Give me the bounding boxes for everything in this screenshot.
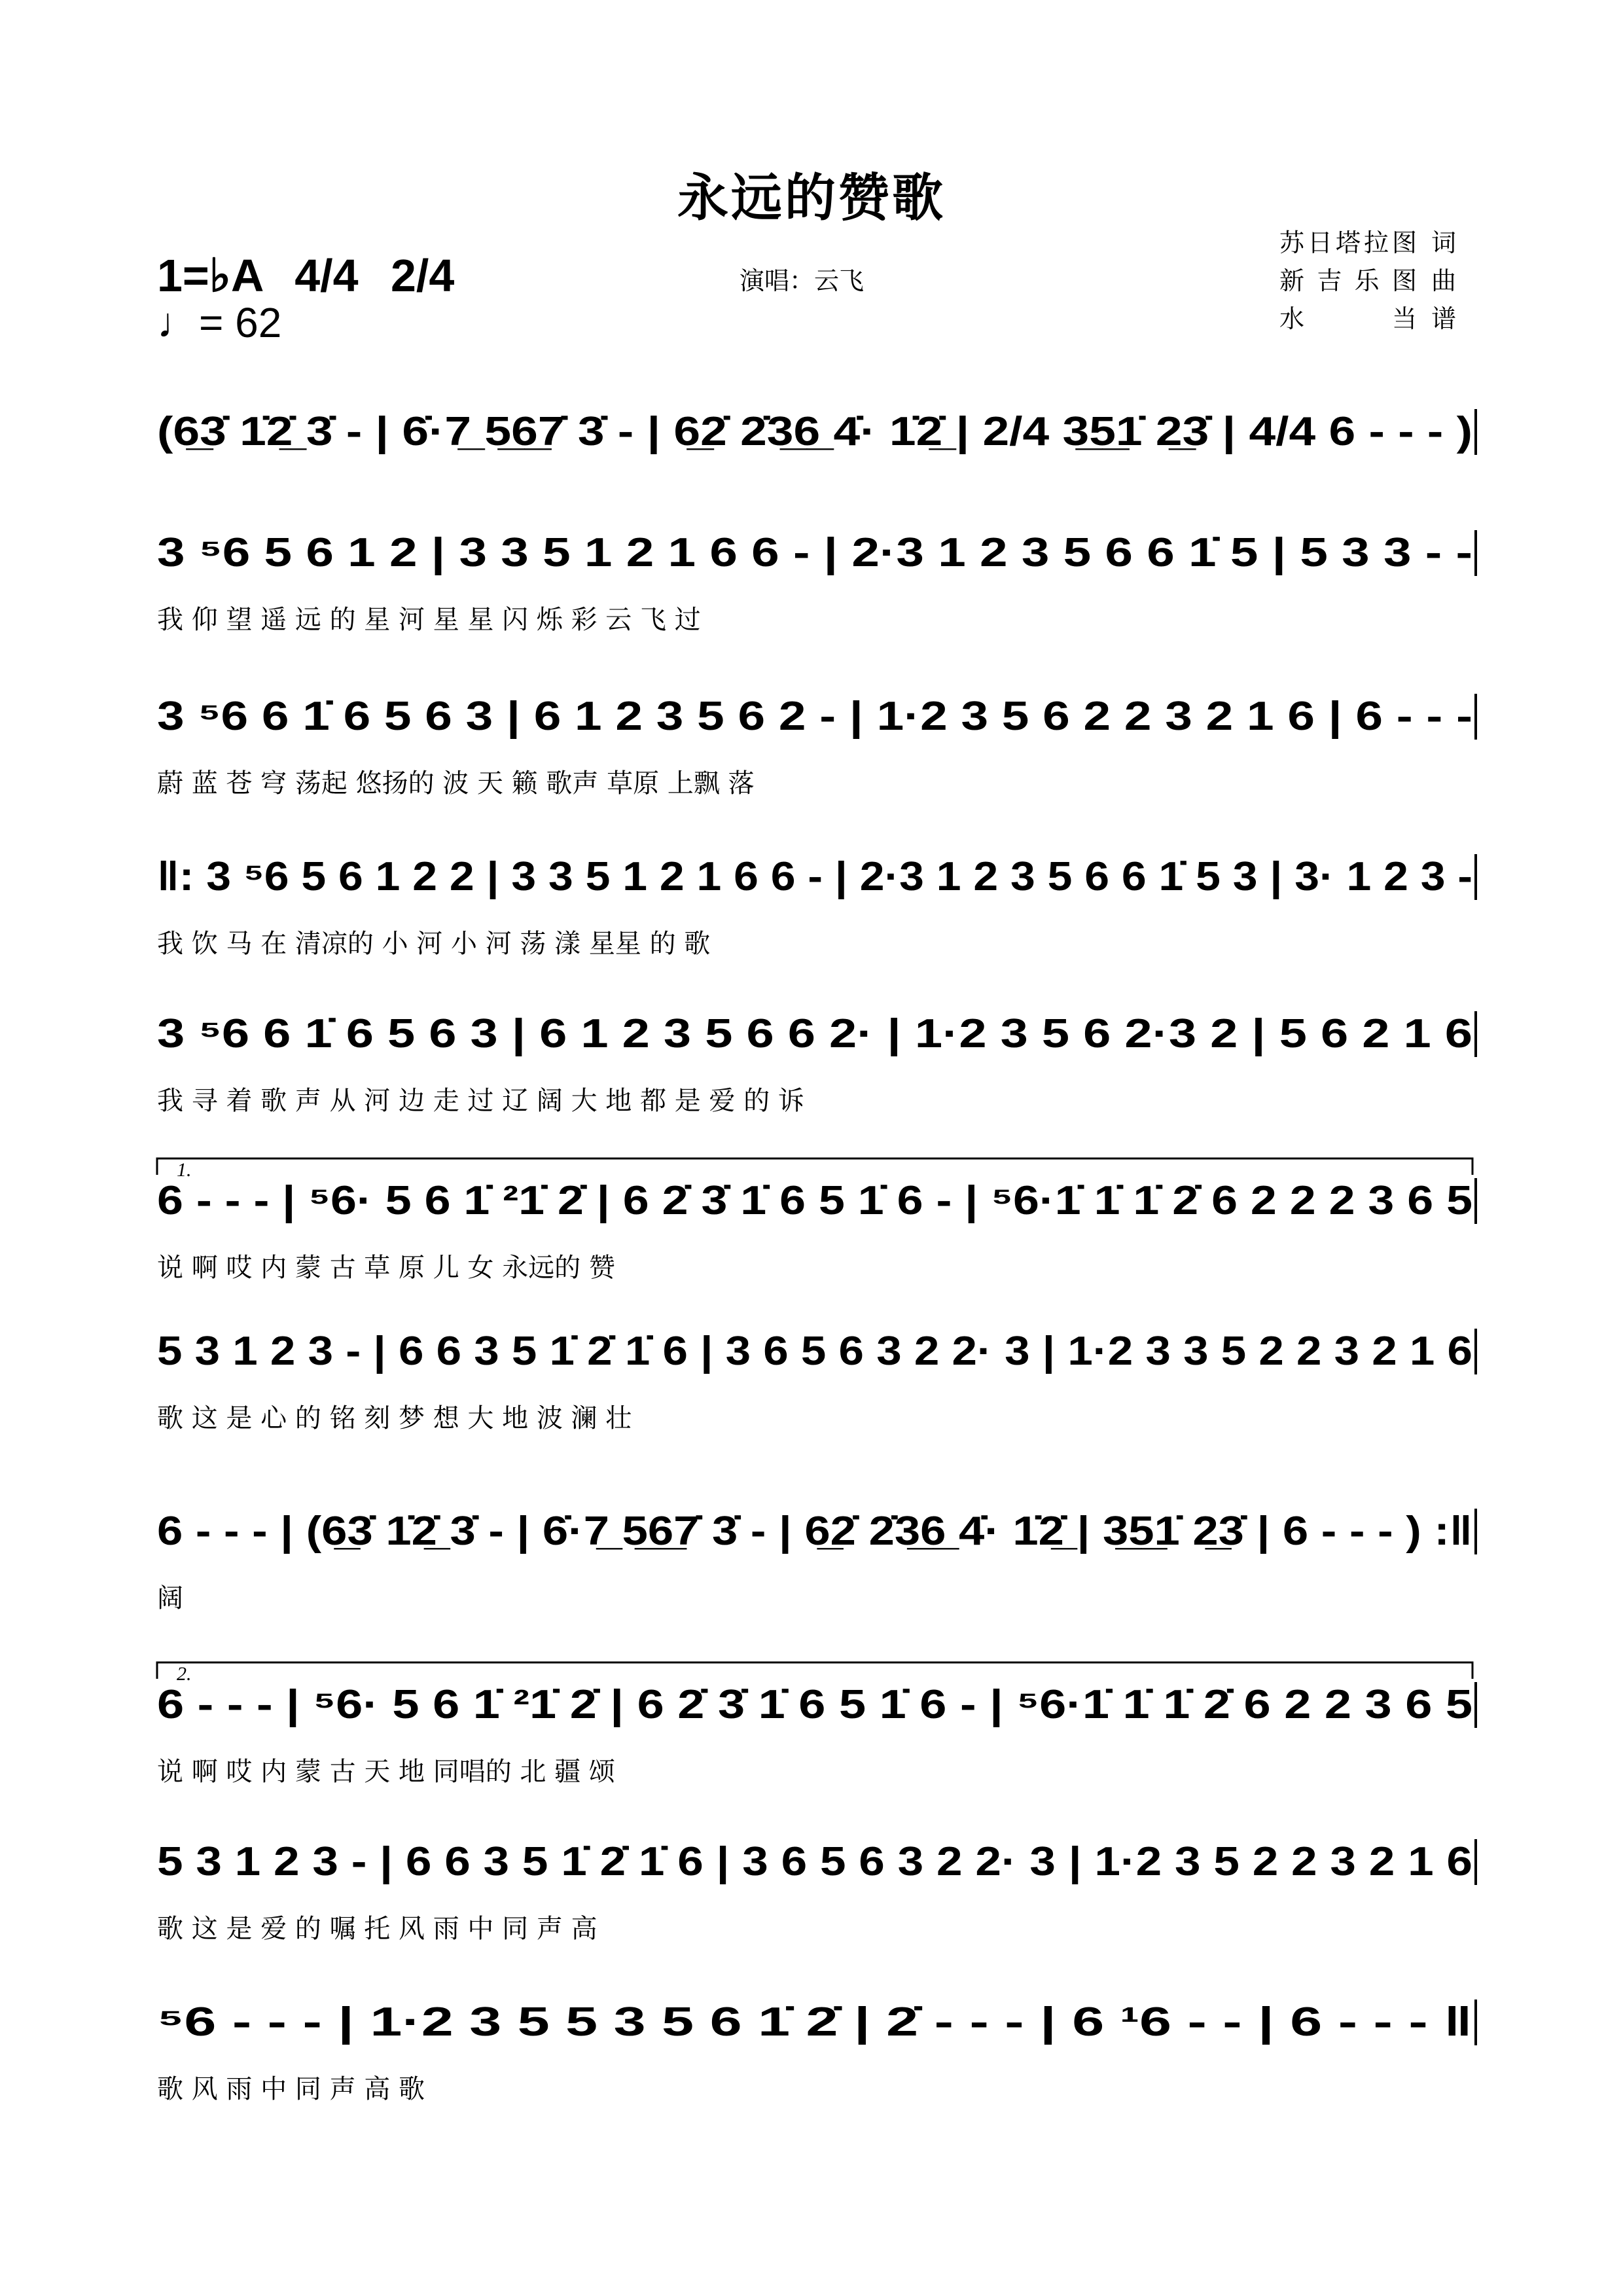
notation-line: 5 3 1 2 3 - | 6 6 3 5 1̇ 2̇ 1̇ 6 | 3 6 5 6 3 2 2· 3 | 1·2 3 3 5 2 2 3 2 1 6 bbox=[157, 1329, 1338, 1374]
notation-line: 5 3 1 2 3 - | 6 6 3 5 1̇ 2̇ 1̇ 6 | 3 6 5 6 3 2 2· 3 | 1·2 3 5 2 2 3 2 1 6 bbox=[157, 1839, 1304, 1884]
lyric-line: 说 啊 哎 内 蒙 古 草 原 儿 女 永远的 赞 bbox=[157, 1253, 615, 1283]
score-system bbox=[157, 694, 1476, 798]
credit-transcriber: 水当 谱 bbox=[1279, 304, 1457, 333]
score-system bbox=[157, 530, 1476, 635]
score-system bbox=[157, 854, 1476, 959]
singer-credit: 演唱：云飞 bbox=[740, 266, 865, 295]
lyric-line: 说 啊 哎 内 蒙 古 天 地 同唱的 北 疆 颂 bbox=[157, 1757, 615, 1787]
lyric-line: 我 饮 马 在 清凉的 小 河 小 河 荡 漾 星星 的 歌 bbox=[157, 929, 711, 959]
notation-line: (6̲3̇ 1̇2̲̇ 3̇ - | 6̇·7̲ 5̲6̲7̇ 3̇ - | 6̲2̇ 2̇3̲6̲ 4̇· 1̇2̲̇ | 2/4 3̲5̲1̇ 2̲3̇ | 4/4 6 - - - ) bbox=[157, 409, 1272, 454]
lyric-line: 歌 这 是 心 的 铭 刻 梦 想 大 地 波 澜 壮 bbox=[157, 1403, 632, 1433]
lyric-line: 我 仰 望 遥 远 的 星 河 星 星 闪 烁 彩 云 飞 过 bbox=[157, 605, 701, 635]
notation-line: ‖: 3 ⁵6 5 6 1 2 2 | 3 3 5 1 2 1 6 6 - | 2·3 1 2 3 5 6 6 1̇ 5 3 | 3· 1 2 3 - bbox=[157, 854, 1359, 899]
volta-bracket bbox=[157, 1662, 1472, 1679]
score-system bbox=[157, 1662, 1476, 1787]
credit-composer: 新吉乐图 曲 bbox=[1279, 266, 1457, 295]
lyric-line: 阔 bbox=[157, 1583, 183, 1613]
notation-line: ⁵6 - - - | 1·2 3 5 5 3 5 6 1̇ 2̇ | 2̇ - - - | 6 ¹6 - - | 6 - - - ‖ bbox=[157, 2000, 1083, 2045]
lyric-line: 蔚 蓝 苍 穹 荡起 悠扬的 波 天 籁 歌声 草原 上飘 落 bbox=[157, 768, 755, 798]
time-signature-44: 4/4 bbox=[294, 250, 359, 301]
volta-bracket bbox=[157, 1158, 1472, 1175]
lyric-line: 歌 风 雨 中 同 声 高 歌 bbox=[157, 2074, 425, 2104]
notation-line: 3 ⁵6 6 1̇ 6 5 6 3 | 6 1 2 3 5 6 6 2· | 1·2 3 5 6 2·3 2 | 5 6 2 1 6 bbox=[157, 1011, 1232, 1056]
notation-line: 6 - - - | ⁵6· 5 6 1̇ ²1̇ 2̇ | 6 2̇ 3̇ 1̇ 6 5 1̇ 6 - | ⁵6·1̇ 1̇ 1̇ 2̇ 6 2 2 3 6 5 bbox=[157, 1682, 1260, 1727]
score-system bbox=[157, 1011, 1476, 1116]
notation-line: 6 - - - | (6̲3̇ 1̇2̲̇ 3̇ - | 6̇·7̲ 5̲6̲7̇ 3̇ - | 6̲2̇ 2̇3̲6̲ 4̇· 1̇2̲̇ | 3̲5̲1̇ 2̲3̇ | 6 - - - ) :‖ bbox=[157, 1509, 1312, 1554]
notation-line: 3 ⁵6 5 6 1 2 | 3 3 5 1 2 1 6 6 - | 2·3 1 2 3 5 6 6 1̇ 5 | 5 3 3 - - bbox=[157, 530, 1223, 575]
score-system bbox=[157, 409, 1476, 455]
score-system bbox=[157, 1509, 1476, 1613]
score-system bbox=[157, 1158, 1476, 1283]
volta-number: 2. bbox=[177, 1663, 192, 1685]
notation-line: 3 ⁵6 6 1̇ 6 5 6 3 | 6 1 2 3 5 6 2 - | 1·2 3 5 6 2 2 3 2 1 6 | 6 - - - bbox=[157, 694, 1248, 739]
notation-line: 6 - - - | ⁵6· 5 6 1̇ ²1̇ 2̇ | 6 2̇ 3̇ 1̇ 6 5 1̇ 6 - | ⁵6·1̇ 1̇ 1̇ 2̇ 6 2 2 2 3 6 5 bbox=[157, 1178, 1294, 1223]
score-system bbox=[157, 2000, 1476, 2104]
score-system bbox=[157, 1329, 1476, 1433]
credit-lyricist: 苏日塔拉图 词 bbox=[1279, 228, 1457, 257]
lyric-line: 歌 这 是 爱 的 嘱 托 风 雨 中 同 声 高 bbox=[157, 1914, 597, 1944]
tempo-marking: ♩= 62 bbox=[157, 299, 282, 346]
song-title: 永远的赞歌 bbox=[677, 169, 946, 228]
time-signature-24: 2/4 bbox=[391, 250, 455, 301]
key-text: 1=♭A bbox=[157, 250, 262, 301]
volta-number: 1. bbox=[177, 1159, 192, 1181]
score-system bbox=[157, 1839, 1476, 1944]
lyric-line: 我 寻 着 歌 声 从 河 边 走 过 辽 阔 大 地 都 是 爱 的 诉 bbox=[157, 1086, 804, 1116]
